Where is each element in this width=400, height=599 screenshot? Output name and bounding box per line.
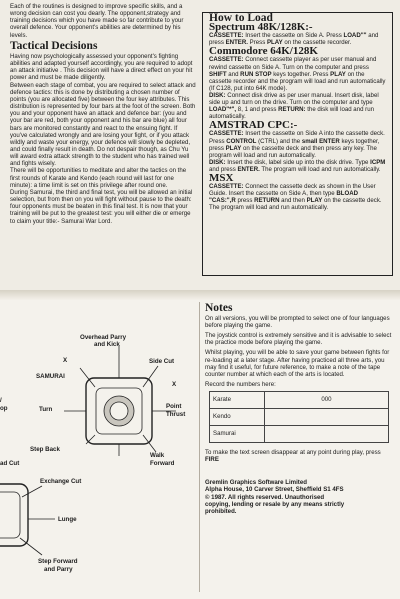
- record-value[interactable]: [265, 425, 389, 442]
- record-name: Samurai: [210, 425, 265, 442]
- tactical-paragraph-2: Between each stage of combat, you are required to select attack and defence tactics: this is done by distributing a chosen number of points (you are allocated five) between the four key attributes. This distribution is represented by four bars at the foot of the screen. Both you and your opponent have an attack and defence bar: (you and your bar are red, both your opponent and his bar are blue) all four bars are monitored constantly and react to the ensuing fight. If you've calculated wrongly and are losing your fight, or if you attack wildly and waste your energy, your defence will slowly be depleted, and could finally result in death. Do not despair though, as Chu Yu will award extra attack strength to the student who has trained well and fights wisely.: [10, 81, 196, 168]
- label-thrust: Thrust: [166, 411, 186, 418]
- spectrum-cassette: CASSETTE: Insert the cassette on Side A. Press LOAD"" and press ENTER. Press PLAY on the cassette recorder.: [209, 32, 379, 47]
- table-row: [210, 425, 389, 442]
- spectrum-heading: Spectrum 48K/128K:-: [209, 21, 313, 34]
- footer-line: © 1987. All rights reserved. Unauthorised: [205, 493, 325, 501]
- joystick-base-2: [0, 484, 28, 546]
- label-overhead-parry: Overhead Parry: [80, 334, 127, 341]
- label-step-forward: Step Forward: [38, 558, 78, 565]
- label-clipped-op-1: /: [0, 397, 2, 404]
- notes-section: [205, 302, 393, 515]
- tactical-paragraph-3: There will be opportunities to meditate and alter the tactics on the first rounds of Karate and Kendo (each round will last for one minute): a time limit is set on this privilege after round one.: [10, 167, 187, 189]
- notes-p1: On all versions, you will be prompted to select one of four languages before playing the game.: [205, 315, 390, 330]
- controls-diagram: [0, 300, 199, 599]
- footer-line: prohibited.: [205, 507, 237, 515]
- notes-p5: To make the text screen disappear at any point during play, press FIRE: [205, 448, 381, 464]
- tape-counter-table: [209, 391, 389, 443]
- publisher-footer: [205, 479, 393, 515]
- label-point: Point: [166, 403, 182, 410]
- notes-p4: Record the numbers here:: [205, 380, 276, 388]
- label-clipped-head-cut: ad Cut: [0, 460, 20, 467]
- amstrad-heading: AMSTRAD CPC:-: [209, 119, 298, 132]
- how-to-load-box: [202, 12, 393, 276]
- label-and-kick: and Kick: [94, 341, 120, 348]
- table-row: [210, 408, 389, 425]
- left-text-column: [10, 3, 196, 225]
- amstrad-disk: DISK: Insert the disk, label side up into the disk drive. Type ICPM and press ENTER. The program will load and run automatically.: [209, 158, 386, 173]
- label-x-left: X: [63, 357, 68, 364]
- notes-p3: Whilst playing, you will be able to save your game between fights for re-loading at a later stage. After having practiced all three arts, you may find it useful, for future reference, to make a note of the tape counter number at which each of the arts is located.: [205, 349, 390, 378]
- label-side-cut: Side Cut: [149, 358, 175, 365]
- label-and-parry: and Parry: [44, 566, 73, 573]
- footer-line: Gremlin Graphics Software Limited: [205, 479, 307, 487]
- c64-disk: DISK: Connect disk drive as per user manual. Insert disk, label side up and turn on the drive. Turn on the computer and type LOAD"*", 8, 1 and press RETURN: the disk will load and run automatically.: [209, 91, 379, 121]
- notes-p2: The joystick control is extremely sensitive and it is advisable to select the practice mode before playing the game.: [205, 332, 392, 347]
- arrow-step-forward: [20, 538, 42, 555]
- label-x-right: X: [172, 381, 177, 388]
- record-name: Karate: [210, 391, 265, 408]
- table-row: [210, 391, 389, 408]
- c64-cassette: CASSETTE: Connect cassette player as per user manual and rewind cassette on Side A. Turn on the computer and press SHIFT and RUN STOP keys together. Press PLAY on the cassette recorder and the program will load and run automatically (If C128, put into 64K mode).: [209, 56, 386, 92]
- label-walk: Walk: [150, 452, 165, 459]
- how-to-load-heading: How to Load: [209, 12, 273, 24]
- intro-paragraph: Each of the routines is designed to improve specific skills, and a wrong decision can cost you dearly. The opponent,strategy and training decisions which you have made so far contribute to your overall defence. Your opponent's abilities are determined by his levels.: [10, 3, 184, 39]
- column-divider: [199, 302, 200, 592]
- c64-heading: Commodore 64K/128K: [209, 45, 318, 58]
- label-exchange-cut: Exchange Cut: [40, 478, 82, 485]
- tactical-paragraph-1: Having now psychologically assessed your opponent's fighting abilities and adapted yourself accordingly, you are required to adopt an attack initiative . This decision will have a direct effect on your hit power and must be made diligently.: [10, 52, 193, 82]
- top-page: [0, 0, 400, 290]
- tactical-paragraph-4: During Samurai, the third and final test, you will be allowed an initial selection, but from then on you will fight without pause to the death: four opponents must be beaten in this final test. It is now that your training will be put to the greatest test: you will either die or emerge to claim your title:- Samurai War Lord.: [10, 188, 193, 225]
- record-value[interactable]: [265, 408, 389, 425]
- label-samurai: SAMURAI: [36, 373, 65, 380]
- joystick-knob-center-1: [110, 402, 128, 420]
- record-name: Kendo: [210, 408, 265, 425]
- msx-cassette: CASSETTE: Connect the cassette deck as shown in the User Guide. Insert the cassette on Side A, then type BLOAD "CAS:",R press RETURN and then PLAY on the cassette deck. The program will load and run automatically.: [209, 183, 382, 212]
- footer-line: Alpha House, 10 Carver Street, Sheffield S1 4FS: [205, 486, 344, 494]
- msx-heading: MSX: [209, 171, 234, 184]
- amstrad-cassette: CASSETTE: Insert the cassette on Side A into the cassette deck. Press CONTROL (CTRL) and the small ENTER keys together, press PLAY on the cassette deck and then press any key. The program will load and run automatically.: [209, 130, 385, 159]
- label-clipped-op-2: op: [0, 405, 8, 412]
- tactical-heading: Tactical Decisions: [10, 39, 98, 52]
- label-turn: Turn: [39, 406, 53, 413]
- footer-line: copying, lending or resale by any means strictly: [205, 500, 345, 508]
- label-forward: Forward: [150, 460, 175, 467]
- label-step-back: Step Back: [30, 446, 60, 453]
- label-lunge: Lunge: [58, 516, 77, 523]
- notes-heading: Notes: [205, 302, 233, 314]
- record-value[interactable]: 000: [265, 391, 389, 408]
- page-fold: [0, 290, 400, 300]
